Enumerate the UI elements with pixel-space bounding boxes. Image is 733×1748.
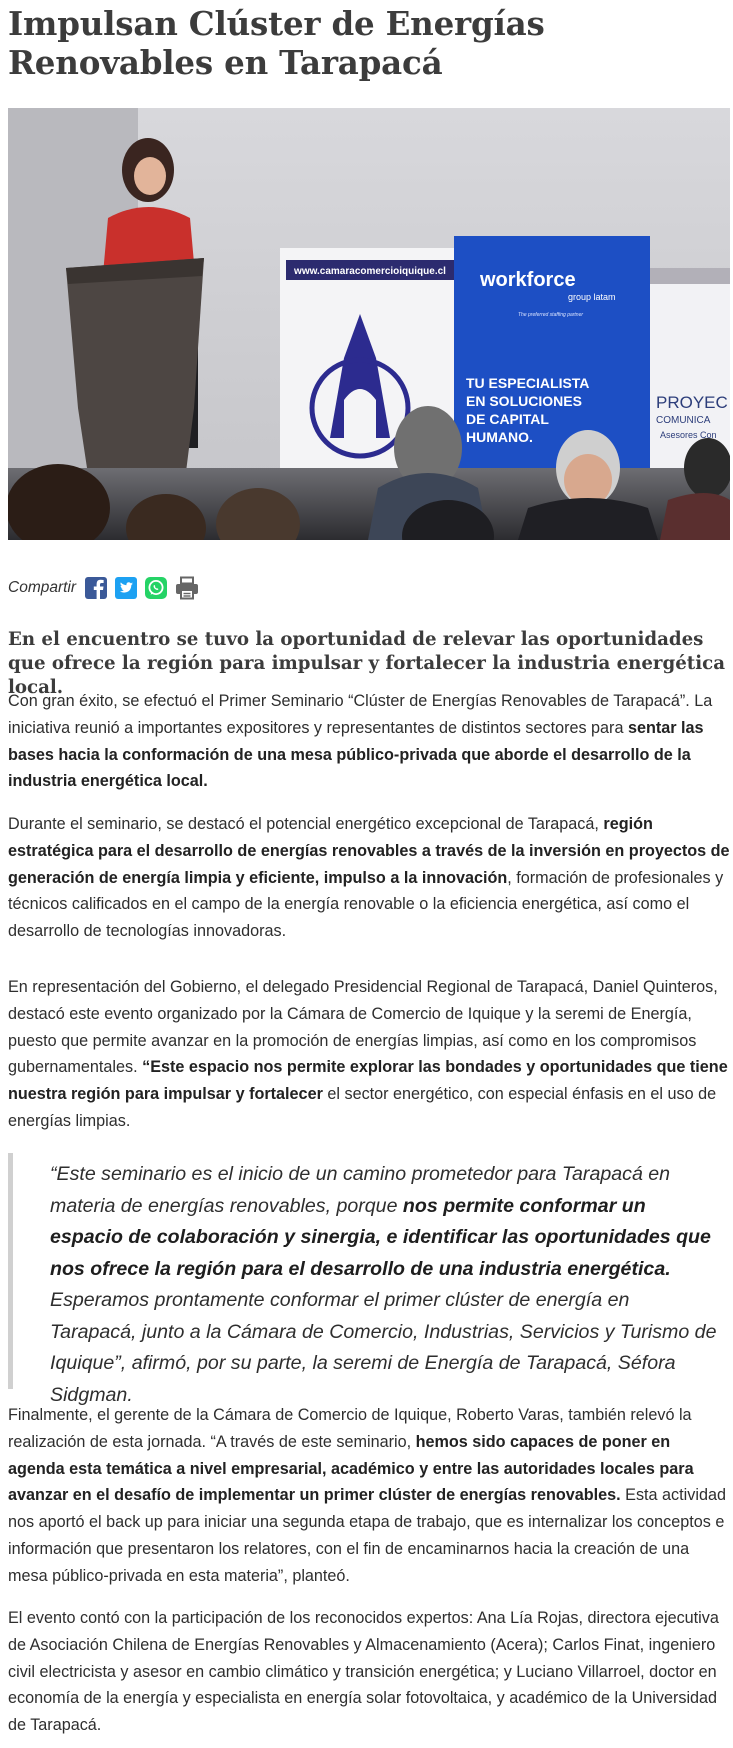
quote-text: “Este seminario es el inicio de un camino prometedor para Tarapacá en materia de energías renovables, porque nos permite conformar un espacio de colaboración y sinergia, e identificar las oportunidades que nos ofrece la región para el desarrollo de una industria energética. Esperamos prontamente conformar el primer clúster de energía en Tarapacá, junto a la Cámara de Comercio, Industrias, Servicios y Turismo de Iquique”, afirmó, por su parte, la seremi de Energía de Tarapacá, Séfora Sidgman.	[50, 1163, 717, 1406]
svg-text:The preferred staffing partner: The preferred staffing partner	[518, 312, 584, 318]
svg-text:group latam: group latam	[568, 292, 616, 302]
share-bar	[8, 574, 204, 602]
svg-text:www.camaracomercioiquique.cl: www.camaracomercioiquique.cl	[294, 266, 446, 277]
twitter-icon[interactable]	[114, 576, 138, 600]
article	[8, 0, 730, 1735]
paragraph-3: En representación del Gobierno, el delegado Presidencial Regional de Tarapacá, Daniel Quinteros, destacó este evento organizado por la Cámara de Comercio de Iquique y la seremi de Energía, puesto que permite avanzar en la promoción de energías limpias, así como en los compromisos gubernamentales. “Este espacio nos permite explorar las bondades y oportunidades que tiene nuestra región para impulsar y fortalecer el sector energético, con especial énfasis en el uso de energías limpias.	[8, 978, 728, 1130]
facebook-icon[interactable]	[84, 576, 108, 600]
svg-text:TU ESPECIALISTA EN S: TU ESPECIALISTA EN SOLUCIONES DE CAPITAL HUMANO.	[466, 375, 589, 445]
blockquote	[8, 1153, 730, 1406]
svg-text:PROYEC COMUNICA: PROYEC COMUNICA Asesores Con	[656, 393, 728, 440]
hero-image	[8, 108, 730, 540]
paragraph-5: El evento contó con la participación de los reconocidos expertos: Ana Lía Rojas, directora ejecutiva de Asociación Chilena de Energías Renovables y Almacenamiento (Acera); Carlos Finat, ingeniero civil electricista y asesor en cambio climático y transición energética; y Luciano Villarroel, doctor en economía de la energía y especialista en energía solar fotovoltaica, y académico de la Universidad de Tarapacá.	[8, 1609, 719, 1735]
article-title: Impulsan Clúster de Energías Renovables en Tarapacá	[8, 4, 545, 82]
article-lead: En el encuentro se tuvo la oportunidad de relevar las oportunidades que ofrece la región para impulsar y fortalecer la industria energética local.	[8, 629, 725, 698]
share-label: Compartir	[8, 579, 77, 596]
paragraph-2: Durante el seminario, se destacó el potencial energético excepcional de Tarapacá, región estratégica para el desarrollo de energías renovables a través de la inversión en proyectos de generación de energía limpia y eficiente, impulso a la innovación, formación de profesionales y técnicos calificados en el campo de la energía renovable o la eficiencia energética, así como el desarrollo de tecnologías innovadoras.	[8, 815, 730, 941]
seminar-photo	[8, 108, 730, 540]
print-icon[interactable]	[174, 576, 198, 600]
svg-text:workforce: workforce	[480, 269, 576, 291]
paragraph-4: Finalmente, el gerente de la Cámara de Comercio de Iquique, Roberto Varas, también relevó la realización de esta jornada. “A través de este seminario, hemos sido capaces de poner en agenda esta temática a nivel empresarial, académico y entre las autoridades locales para avanzar en el desafío de implementar un primer clúster de energías renovables. Esta actividad nos aportó el back up para iniciar una segunda etapa de trabajo, que es internalizar los conceptos e información que presentaron los relatores, con el fin de encaminarnos hacia la creación de una mesa público-privada en esta materia”, planteó.	[8, 1406, 726, 1585]
whatsapp-icon[interactable]	[144, 576, 168, 600]
paragraph-1: Con gran éxito, se efectuó el Primer Seminario “Clúster de Energías Renovables de Tarapacá”. La iniciativa reunió a importantes expositores y representantes de distintos sectores para sentar las bases hacia la conformación de una mesa público-privada que aborde el desarrollo de la industria energética local.	[8, 692, 713, 791]
